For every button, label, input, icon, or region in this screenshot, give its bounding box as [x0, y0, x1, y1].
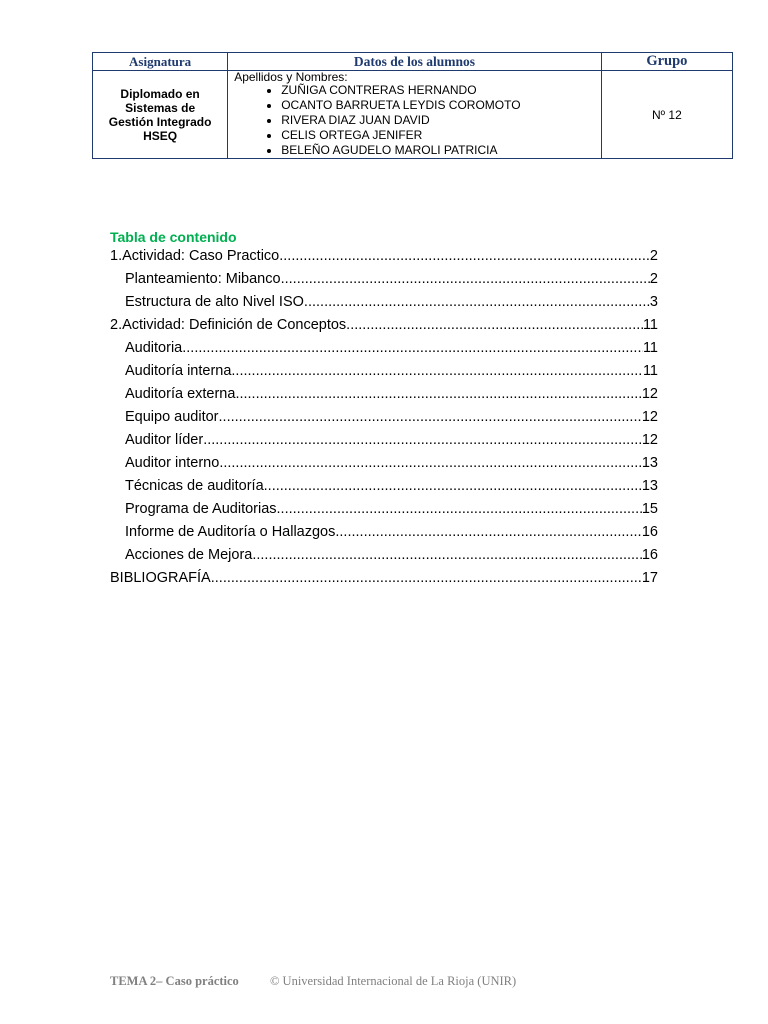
toc-dot-leader [304, 294, 650, 311]
page-footer [110, 974, 516, 989]
toc-entry[interactable] [110, 317, 658, 340]
group-cell [601, 71, 732, 159]
toc-entry[interactable] [110, 501, 658, 524]
toc-entry[interactable] [110, 455, 658, 478]
table-header-row [93, 53, 733, 71]
toc-dot-leader [235, 386, 641, 403]
toc-entry-label: Auditoría externa [125, 386, 236, 402]
toc-entry-page: 16 [641, 547, 658, 563]
toc-entry[interactable] [110, 409, 658, 432]
toc-entry-label: Programa de Auditorias [125, 501, 277, 517]
toc-entry-number: 1. [110, 248, 123, 264]
toc-entry[interactable] [110, 386, 658, 409]
toc-entry-page: 12 [641, 409, 658, 425]
toc-entry[interactable] [110, 547, 658, 570]
toc-entry-label: Actividad: Caso Practico [122, 248, 280, 264]
toc-entry[interactable] [110, 363, 658, 386]
toc-dot-leader [231, 363, 643, 380]
toc-entry-label: Auditor líder [125, 432, 204, 448]
toc-entry-label: Actividad: Definición de Conceptos [122, 317, 347, 333]
toc-entry-page: 11 [642, 340, 658, 356]
toc-dot-leader [182, 340, 643, 357]
toc-dot-leader [203, 432, 642, 449]
toc-entry-label: Auditoria [125, 340, 183, 356]
toc-entry[interactable] [110, 248, 658, 271]
student-item: • BELEÑO AGUDELO MAROLI PATRICIA [281, 143, 601, 158]
student-item: • OCANTO BARRUETA LEYDIS COROMOTO [281, 98, 601, 113]
toc-entry[interactable] [110, 340, 658, 363]
students-column-header: Datos de los alumnos [228, 53, 602, 71]
toc-entry-number: 2. [110, 317, 123, 333]
footer-topic: TEMA 2– Caso práctico [110, 974, 239, 988]
toc-entry-page: 13 [641, 455, 658, 471]
toc-entry[interactable] [110, 432, 658, 455]
toc-entry-page: 12 [641, 432, 658, 448]
toc-dot-leader [277, 501, 642, 518]
group-column-header: Grupo [601, 53, 732, 71]
subject-name: Diplomado en Sistemas de Gestión Integrado HSEQ [108, 86, 212, 143]
toc-title: Tabla de contenido [110, 229, 237, 245]
toc-entry-label: Informe de Auditoría o Hallazgos [125, 524, 336, 540]
students-list [234, 83, 601, 158]
toc-dot-leader [279, 248, 650, 265]
toc-entry-page: 15 [641, 501, 658, 517]
student-data-table [92, 52, 733, 159]
toc-entry[interactable] [110, 570, 658, 593]
toc-entry-page: 17 [641, 570, 658, 586]
toc-dot-leader [346, 317, 643, 334]
subject-column-header: Asignatura [93, 53, 228, 71]
toc-entry-label: Acciones de Mejora [125, 547, 253, 563]
toc-entry-label: Equipo auditor [125, 409, 219, 425]
student-item: • CELIS ORTEGA JENIFER [281, 128, 601, 143]
toc-entry-page: 11 [642, 317, 658, 333]
toc-entry-page: 2 [649, 248, 658, 264]
toc-entry-page: 12 [641, 386, 658, 402]
toc-entries [110, 248, 658, 593]
toc-dot-leader [264, 478, 642, 495]
toc-entry[interactable] [110, 478, 658, 501]
toc-entry-label: Planteamiento: Mibanco [125, 271, 281, 287]
toc-dot-leader [281, 271, 650, 288]
students-cell [228, 71, 602, 159]
student-item: • ZUÑIGA CONTRERAS HERNANDO [281, 83, 601, 98]
toc-entry-label: Técnicas de auditoría [125, 478, 264, 494]
table-of-contents [110, 229, 658, 593]
toc-entry[interactable] [110, 271, 658, 294]
toc-entry-label: Auditoría interna [125, 363, 232, 379]
toc-dot-leader [335, 524, 641, 541]
toc-entry-page: 16 [641, 524, 658, 540]
toc-entry-label: Auditor interno [125, 455, 220, 471]
toc-dot-leader [252, 547, 642, 564]
students-label: Apellidos y Nombres: [234, 70, 348, 84]
student-item: • RIVERA DIAZ JUAN DAVID [281, 113, 601, 128]
table-row [93, 71, 733, 159]
toc-entry-page: 11 [642, 363, 658, 379]
toc-entry[interactable] [110, 524, 658, 547]
toc-entry[interactable] [110, 294, 658, 317]
toc-entry-page: 3 [649, 294, 658, 310]
toc-entry-label: BIBLIOGRAFÍA [110, 570, 211, 586]
toc-entry-label: Estructura de alto Nivel ISO [125, 294, 304, 310]
subject-cell [93, 71, 228, 159]
toc-dot-leader [219, 455, 642, 472]
group-number: Nº 12 [652, 107, 682, 122]
toc-dot-leader [219, 409, 642, 426]
toc-entry-page: 13 [641, 478, 658, 494]
footer-copyright: © Universidad Internacional de La Rioja (UNIR) [269, 974, 517, 988]
toc-dot-leader [211, 570, 642, 587]
toc-entry-page: 2 [649, 271, 658, 287]
